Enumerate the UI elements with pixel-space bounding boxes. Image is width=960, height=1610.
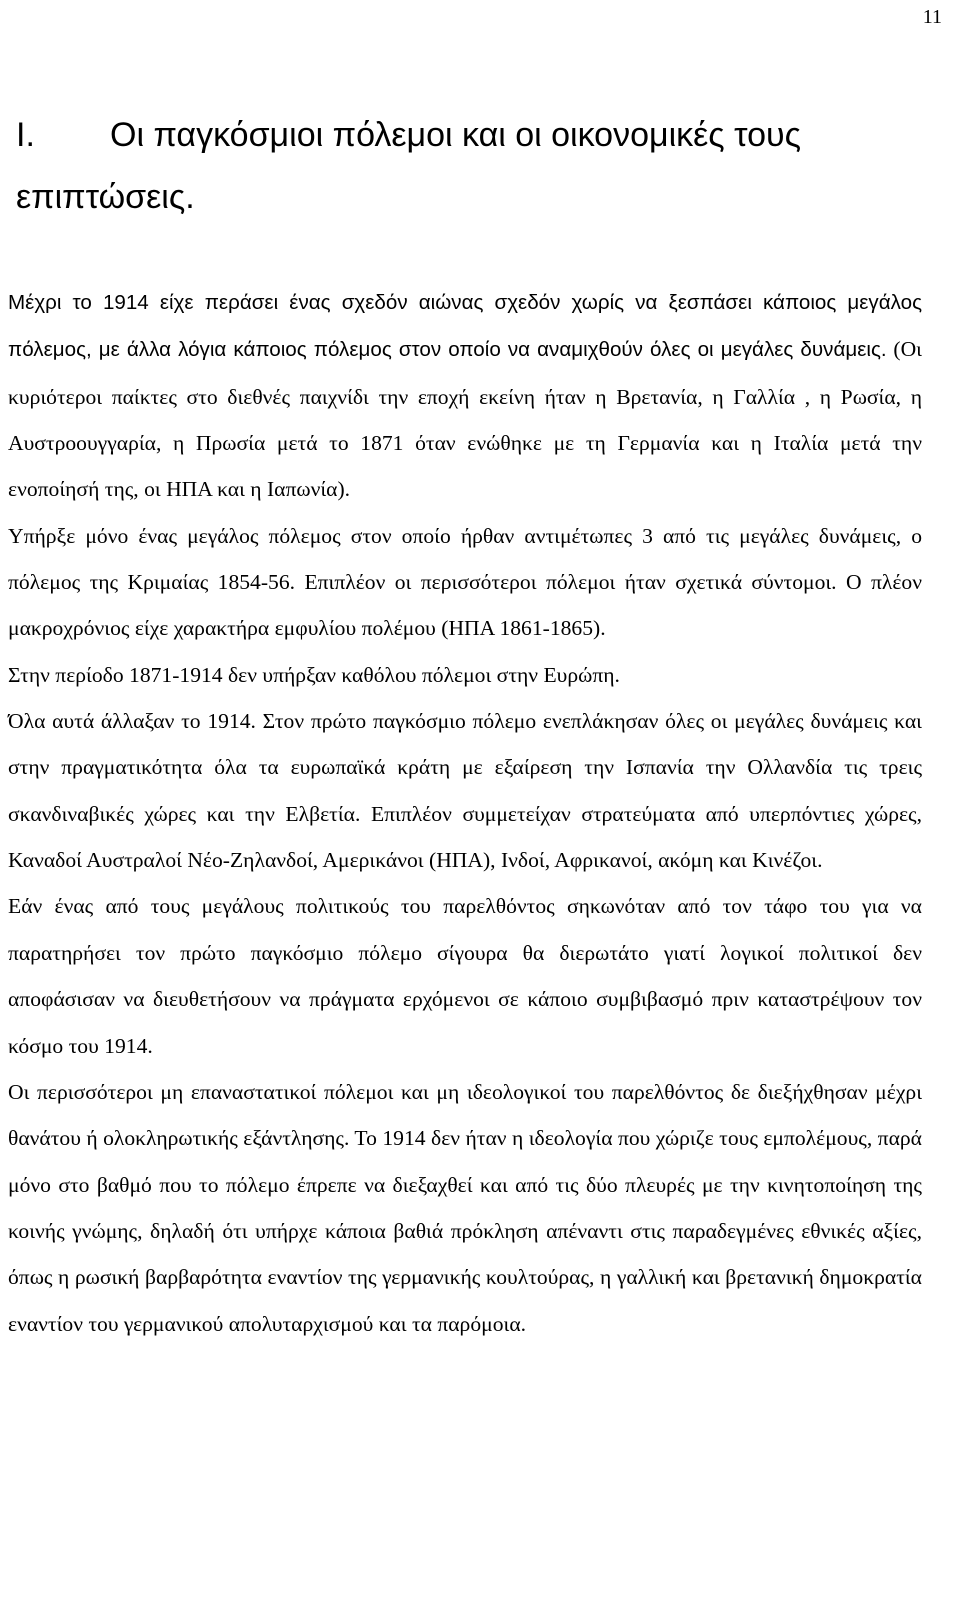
paragraph-ideology: Οι περισσότεροι μη επαναστατικοί πόλεμοι και μη ιδεολογικοί του παρελθόντος δε διεξήχθησαν μέχρι θανάτου ή ολοκληρωτικής εξάντλησης. Το 1914 δεν ήταν η ιδεολογία που χώριζε τους εμπολέμους, παρά μόνο στο βαθμό που το πόλεμο έπρεπε να διεξαχθεί και από τις δύο πλευρές με την κινητοποίηση της κοινής γνώμης, δηλαδή ότι υπήρχε κάποια βαθιά πρόκληση απέναντι στις παραδεγμένες εθνικές αξίες, όπως η ρωσική βαρβαρότητα εναντίον της γερμανικής κουλτούρας, η γαλλική και βρετανική δημοκρατία εναντίον του γερμανικού απολυταρχισμού και τα παρόμοια. [8, 1079, 922, 1336]
body-text [8, 279, 922, 1347]
paragraph-politicians: Εάν ένας από τους μεγάλους πολιτικούς του παρελθόντος σηκωνόταν από τον τάφο του για να παρατηρήσει τον πρώτο παγκόσμιο πόλεμο σίγουρα θα διερωτάτο γιατί λογικοί πολιτικοί δεν αποφάσισαν να διευθετήσουν να πράγματα ερχόμενοι σε κάποιο συμβιβασμό πριν καταστρέψουν τον κόσμο του 1914. [8, 894, 922, 1058]
section-title: Οι παγκόσμιοι πόλεμοι και οι οικονομικές τους επιπτώσεις. [16, 116, 801, 216]
paragraph-crimea: Υπήρξε μόνο ένας μεγάλος πόλεμος στον οποίο ήρθαν αντιμέτωπες 3 από τις μεγάλες δυνάμεις, ο πόλεμος της Κριμαίας 1854-56. Επιπλέον οι περισσότεροι πόλεμοι ήταν σχετικά σύντομοι. Ο πλέον μακροχρόνιος είχε χαρακτήρα εμφυλίου πολέμου (ΗΠΑ 1861-1865). [8, 523, 922, 641]
paragraph-intro-sans: Μέχρι το 1914 είχε περάσει ένας σχεδόν αιώνας σχεδόν χωρίς να ξεσπάσει κάποιος μεγάλος πόλεμος, με άλλα λόγια κάποιος πόλεμος στον οποίο να αναμιχθούν όλες οι μεγάλες δυνάμεις. [8, 291, 922, 362]
paragraph-1914-change: Όλα αυτά άλλαξαν το 1914. Στον πρώτο παγκόσμιο πόλεμο ενεπλάκησαν όλες οι μεγάλες δυνάμεις και στην πραγματικότητα όλα τα ευρωπαϊκά κράτη με εξαίρεση την Ισπανία την Ολλανδία τις τρεις σκανδιναβικές χώρες και την Ελβετία. Επιπλέον συμμετείχαν στρατεύματα από υπερπόντιες χώρες, Καναδοί Αυστραλοί Νέο-Ζηλανδοί, Αμερικάνοι (ΗΠΑ), Ινδοί, Αφρικανοί, ακόμη και Κινέζοι. [8, 709, 922, 873]
paragraph-intro [8, 279, 922, 513]
page-number: 11 [922, 6, 942, 28]
paragraph-intro-serif: (Οι κυριότεροι παίκτες στο διεθνές παιχνίδι την εποχή εκείνη ήταν η Βρετανία, η Γαλλία , η Ρωσία, η Αυστροουγγαρία, η Πρωσία μετά το 1871 όταν ενώθηκε με τη Γερμανία και η Ιταλία μετά την ενοποίησή της, οι ΗΠΑ και η Ιαπωνία). [8, 337, 922, 502]
section-heading [16, 104, 896, 228]
section-number: I. [16, 116, 35, 154]
paragraph-peace-period: Στην περίοδο 1871-1914 δεν υπήρξαν καθόλου πόλεμοι στην Ευρώπη. [8, 662, 620, 687]
